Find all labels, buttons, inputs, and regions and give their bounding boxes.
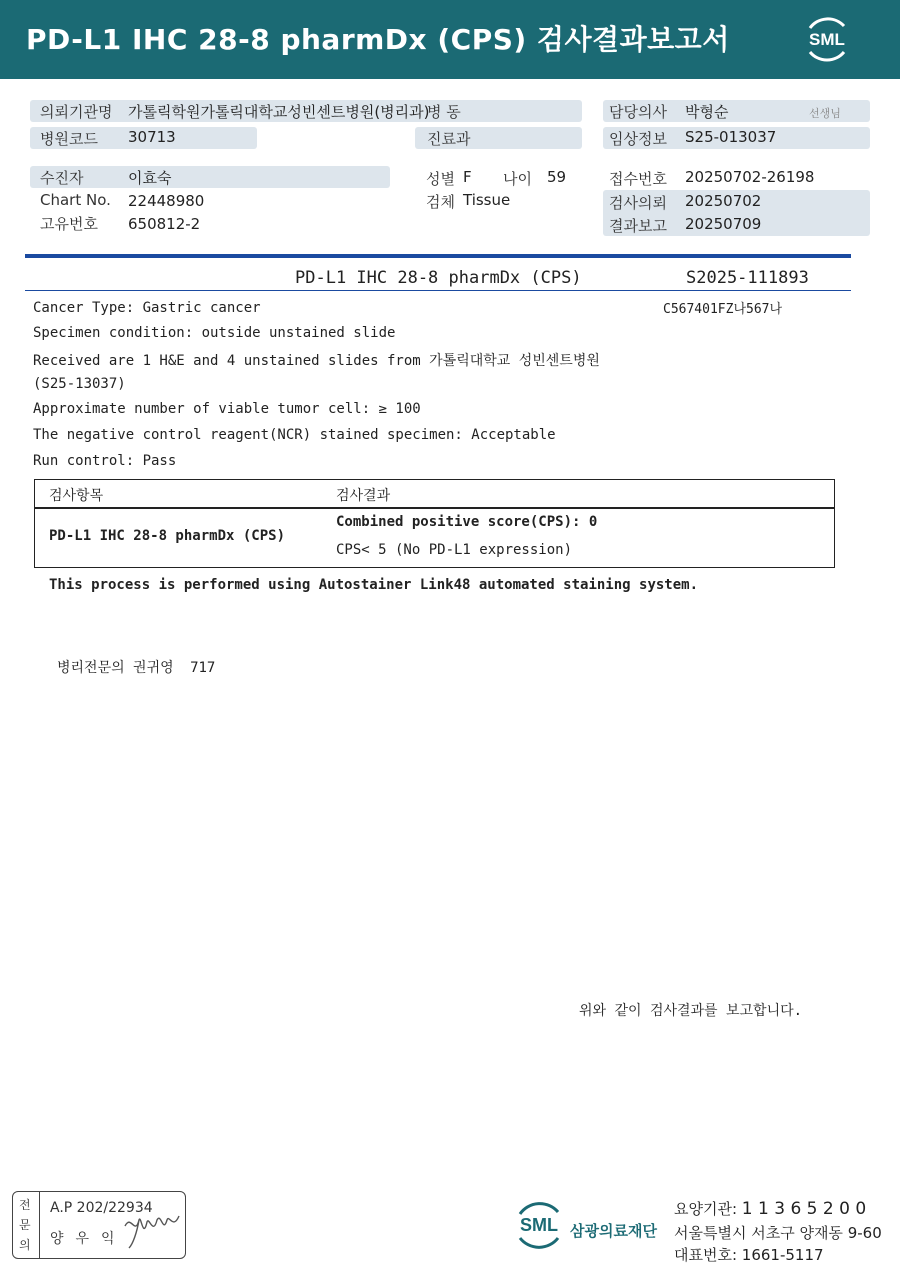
pathologist-number: 717 — [190, 660, 216, 676]
footer-code-label: 요양기관: — [674, 1200, 738, 1218]
stamp-vertical-3: 의 — [19, 1238, 31, 1252]
pathologist-name: 병리전문의 권귀영 — [57, 660, 174, 676]
sex-label: 성별 — [426, 170, 455, 188]
specialist-stamp — [12, 1191, 186, 1259]
footer-sml-logo-icon — [510, 1200, 568, 1250]
footer-code-value: 1 1 3 6 5 2 0 0 — [741, 1199, 867, 1219]
report-date-value: 20250709 — [685, 215, 762, 233]
sml-logo-icon — [800, 14, 854, 64]
report-line-specimen-condition: Specimen condition: outside unstained slide — [33, 325, 396, 341]
report-line-run-control: Run control: Pass — [33, 453, 177, 469]
table-result-interpretation: CPS< 5 (No PD-L1 expression) — [336, 542, 573, 558]
footer-phone-value: 1661-5117 — [741, 1246, 824, 1264]
department-label: 진료과 — [427, 130, 471, 148]
ward-label: 병 동 — [427, 103, 461, 121]
unique-no-label: 고유번호 — [40, 215, 98, 233]
result-table — [34, 479, 835, 568]
stamp-name: 양우익 — [50, 1231, 127, 1247]
request-date-label: 검사의뢰 — [609, 194, 667, 212]
specimen-label: 검체 — [426, 193, 455, 211]
institution-value: 가톨릭학원가톨릭대학교성빈센트병원(병리과) — [128, 103, 430, 121]
footer-institution-code — [674, 1198, 866, 1219]
footer-address: 서울특별시 서초구 양재동 9-60 — [674, 1224, 882, 1242]
hospital-code-label: 병원코드 — [40, 130, 98, 148]
table-header-divider — [35, 507, 834, 509]
unique-no-value: 650812-2 — [128, 215, 201, 233]
stamp-ap-number: A.P 202/22934 — [50, 1200, 153, 1216]
stamp-vertical-2: 문 — [19, 1218, 31, 1232]
doctor-suffix: 선생님 — [809, 107, 841, 120]
request-date-value: 20250702 — [685, 192, 762, 210]
report-top-rule — [25, 254, 851, 258]
doctor-value: 박형순 — [685, 103, 729, 121]
sex-value: F — [463, 168, 472, 186]
page-title: PD-L1 IHC 28-8 pharmDx (CPS) 검사결과보고서 — [26, 23, 730, 56]
process-note: This process is performed using Autostainer Link48 automated staining system. — [49, 577, 699, 593]
specimen-value: Tissue — [463, 191, 511, 209]
patient-label: 수진자 — [40, 169, 84, 187]
hospital-code-value: 30713 — [128, 128, 176, 146]
receipt-no-label: 접수번호 — [609, 170, 667, 188]
closing-statement: 위와 같이 검사결과를 보고합니다. — [579, 1003, 803, 1019]
doctor-label: 담당의사 — [609, 103, 667, 121]
table-result-cps: Combined positive score(CPS): 0 — [336, 514, 598, 530]
footer-phone — [674, 1244, 824, 1265]
patient-box — [30, 166, 390, 188]
report-line-cancer-type: Cancer Type: Gastric cancer — [33, 300, 261, 316]
receipt-no-value: 20250702-26198 — [685, 168, 815, 186]
report-number: S2025-111893 — [686, 268, 809, 288]
footer-logo-text: SML — [520, 1215, 558, 1235]
report-line-ncr: The negative control reagent(NCR) stained specimen: Acceptable — [33, 427, 556, 443]
footer-phone-label: 대표번호: — [674, 1246, 738, 1264]
report-line-received: Received are 1 H&E and 4 unstained slides from 가톨릭대학교 성빈센트병원 — [33, 353, 600, 369]
footer-organization: 삼광의료재단 — [570, 1222, 657, 1240]
pathologist — [57, 657, 215, 677]
patient-value: 이효숙 — [128, 169, 172, 187]
age-value: 59 — [547, 168, 567, 186]
clinical-info-value: S25-013037 — [685, 128, 777, 146]
report-line-tumor-cell: Approximate number of viable tumor cell: ≥ 100 — [33, 401, 421, 417]
sml-logo-text: SML — [809, 30, 845, 49]
chart-no-label: Chart No. — [40, 191, 111, 209]
table-test-item: PD-L1 IHC 28-8 pharmDx (CPS) — [49, 528, 286, 544]
signature-icon — [121, 1206, 183, 1252]
report-bottom-rule — [25, 290, 851, 291]
institution-label: 의뢰기관명 — [40, 103, 113, 121]
chart-no-value: 22448980 — [128, 192, 205, 210]
report-date-label: 결과보고 — [609, 217, 667, 235]
table-header-item: 검사항목 — [49, 488, 104, 504]
stamp-vertical-1: 전 — [19, 1198, 31, 1212]
age-label: 나이 — [503, 170, 532, 188]
clinical-info-label: 임상정보 — [609, 130, 667, 148]
report-code: C567401FZ나567나 — [663, 302, 783, 317]
report-title: PD-L1 IHC 28-8 pharmDx (CPS) — [295, 268, 582, 288]
stamp-divider — [39, 1192, 40, 1258]
report-line-case-no: (S25-13037) — [33, 376, 126, 392]
table-header-result: 검사결과 — [336, 488, 391, 504]
